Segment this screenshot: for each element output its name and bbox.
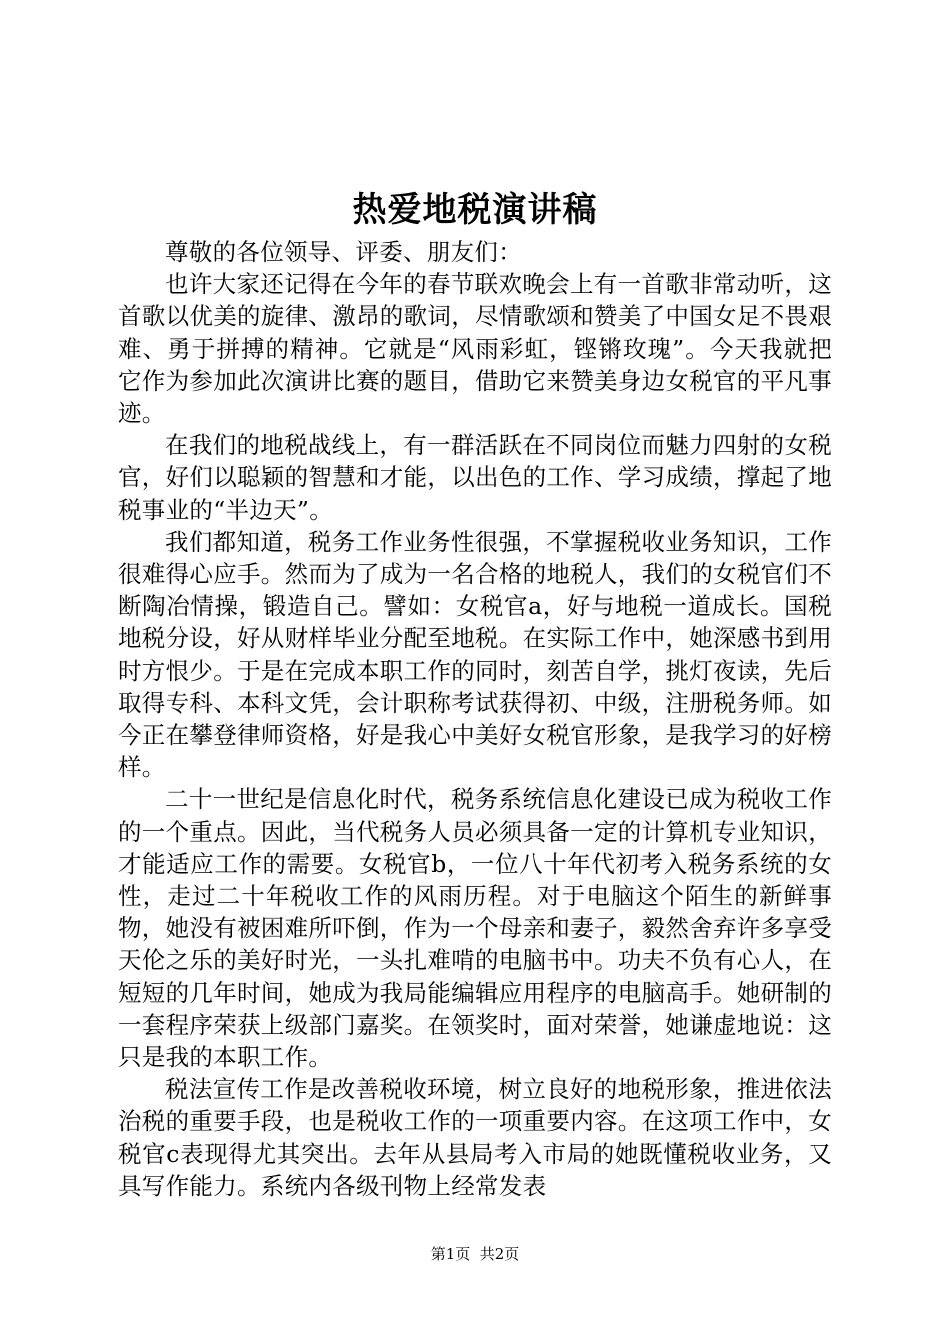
paragraph-5: 税法宣传工作是改善税收环境，树立良好的地税形象，推进依法治税的重要手段，也是税收工作的一项重要内容。在这项工作中，女税官c表现得尤其突出。去年从县局考入市局的她既懂税收业务，又具写作能力。系统内各级刊物上经常发表 [118,1075,832,1200]
paragraph-4: 二十一世纪是信息化时代，税务系统信息化建设已成为税收工作的一个重点。因此，当代税务人员必须具备一定的计算机专业知识，才能适应工作的需要。女税官b，一位八十年代初考入税务系统的女性，走过二十年税收工作的风雨历程。对于电脑这个陌生的新鲜事物，她没有被困难所吓倒，作为一个母亲和妻子，毅然舍弃许多享受天伦之乐的美好时光，一头扎难啃的电脑书中。功夫不负有心人，在短短的几年时间，她成为我局能编辑应用程序的电脑高手。她研制的一套程序荣获上级部门嘉奖。在领奖时，面对荣誉，她谦虚地说：这只是我的本职工作。 [118,785,832,1072]
page-footer [0,1244,950,1264]
paragraph-1: 也许大家还记得在今年的春节联欢晚会上有一首歌非常动听，这首歌以优美的旋律、激昂的歌词，尽情歌颂和赞美了中国女足不畏艰难、勇于拼搏的精神。它就是“风雨彩虹，铿锵玫瑰”。今天我就把它作为参加此次演讲比赛的题目，借助它来赞美身边女税官的平凡事迹。 [118,270,832,428]
paragraph-greeting: 尊敬的各位领导、评委、朋友们： [165,238,522,266]
page-number-label: 第1页 共2页 [430,1245,520,1263]
document-title: 热爱地税演讲稿 [352,190,598,230]
paragraph-2: 在我们的地税战线上，有一群活跃在不同岗位而魅力四射的女税官，好们以聪颖的智慧和才能，以出色的工作、学习成绩，撑起了地税事业的“半边天”。 [118,431,832,524]
paragraph-3: 我们都知道，税务工作业务性很强，不掌握税收业务知识，工作很难得心应手。然而为了成为一名合格的地税人，我们的女税官们不断陶冶情操，锻造自己。譬如：女税官a，好与地税一道成长。国税地税分设，好从财样毕业分配至地税。在实际工作中，她深感书到用时方恨少。于是在完成本职工作的同时，刻苦自学，挑灯夜读，先后取得专科、本科文凭，会计职称考试获得初、中级，注册税务师。如今正在攀登律师资格，好是我心中美好女税官形象，是我学习的好榜样。 [118,527,832,782]
document-body [118,236,832,1202]
